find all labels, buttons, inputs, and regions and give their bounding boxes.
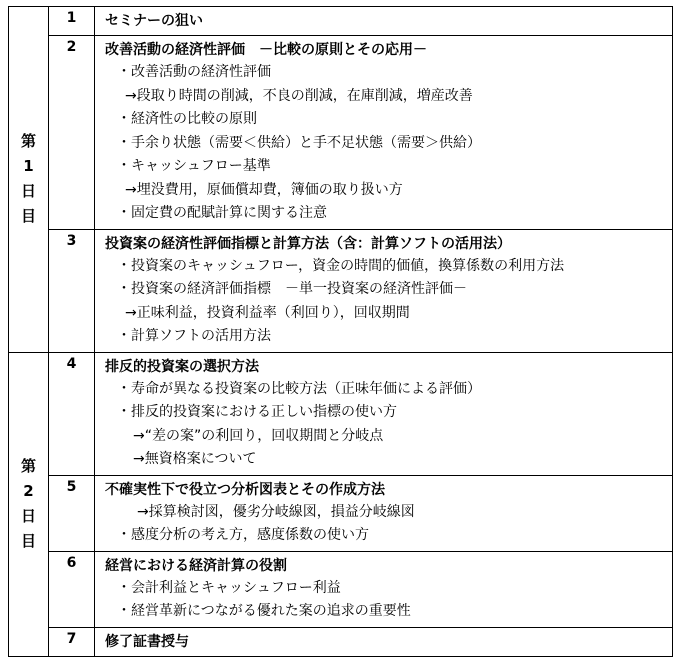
day-label-char: 目 [20,532,36,550]
list-item: ・改善活動の経済性評価 [117,64,271,80]
session-title: 修了証書授与 [105,633,189,650]
session-title: 不確実性下で役立つ分析図表とその作成方法 [105,481,385,498]
list-item: →埋没費用，原価償却費，簿価の取り扱い方 [125,181,403,198]
session-body [95,352,673,475]
session-body [95,7,673,36]
seminar-schedule-table [8,6,673,657]
session-number: 5 [49,475,95,551]
session-row-3 [9,229,673,352]
session-body [95,551,673,627]
day-label-char: 2 [23,482,34,500]
day-label-char: 1 [23,157,34,176]
list-item: ・寿命が異なる投資案の比較方法（正味年価による評価） [117,380,481,397]
list-item: →段取り時間の削減，不良の削減，在庫削減，増産改善 [125,87,473,104]
session-body [95,475,673,551]
session-title: 経営における経済計算の役割 [105,557,287,574]
list-item: ・投資案のキャッシュフロー，資金の時間的価値，換算係数の利用方法 [117,257,565,274]
list-item: ・会計利益とキャッシュフロー利益 [117,579,341,596]
session-title: セミナーの狙い [105,13,203,29]
session-body [95,627,673,656]
session-row-1 [9,7,673,36]
session-number: 4 [49,352,95,475]
session-row-4 [9,352,673,475]
session-row-2 [9,36,673,230]
session-number: 1 [49,7,95,36]
day-label-char: 第 [20,132,36,151]
day-label-char: 第 [20,457,36,475]
session-title: 改善活動の経済性評価 －比較の原則とその応用－ [105,42,427,58]
session-title: 排反的投資案の選択方法 [105,358,259,375]
list-item: ・経営革新につながる優れた案の追求の重要性 [117,603,411,619]
session-body [95,36,673,230]
session-row-6 [9,551,673,627]
session-row-5 [9,475,673,551]
session-number: 7 [49,627,95,656]
list-item: →採算検討図，優劣分岐線図，損益分岐線図 [137,503,415,520]
list-item: ・経済性の比較の原則 [117,111,257,127]
list-item: →正味利益，投資利益率（利回り），回収期間 [125,304,410,321]
session-row-7 [9,627,673,656]
day-label-char: 日 [20,182,36,201]
day-label-char: 日 [20,507,36,525]
list-item: ・固定費の配賦計算に関する注意 [117,205,327,221]
day-cell-1 [9,7,49,353]
day-label-char: 目 [20,207,36,226]
list-item: ・キャッシュフロー基準 [117,158,271,174]
session-title: 投資案の経済性評価指標と計算方法（含：計算ソフトの活用法） [105,235,511,252]
day-cell-2 [9,352,49,656]
list-item: ・排反的投資案における正しい指標の使い方 [117,404,397,420]
list-item: ・計算ソフトの活用方法 [117,328,271,344]
list-item: →“差の案”の利回り，回収期間と分岐点 [133,427,384,444]
list-item: ・感度分析の考え方，感度係数の使い方 [117,527,369,543]
list-item: ・投資案の経済評価指標 －単一投資案の経済性評価－ [117,281,467,297]
list-item: →無資格案について [133,451,257,467]
session-number: 2 [49,36,95,230]
session-body [95,229,673,352]
session-number: 6 [49,551,95,627]
list-item: ・手余り状態（需要＜供給）と手不足状態（需要＞供給） [117,134,481,151]
session-number: 3 [49,229,95,352]
